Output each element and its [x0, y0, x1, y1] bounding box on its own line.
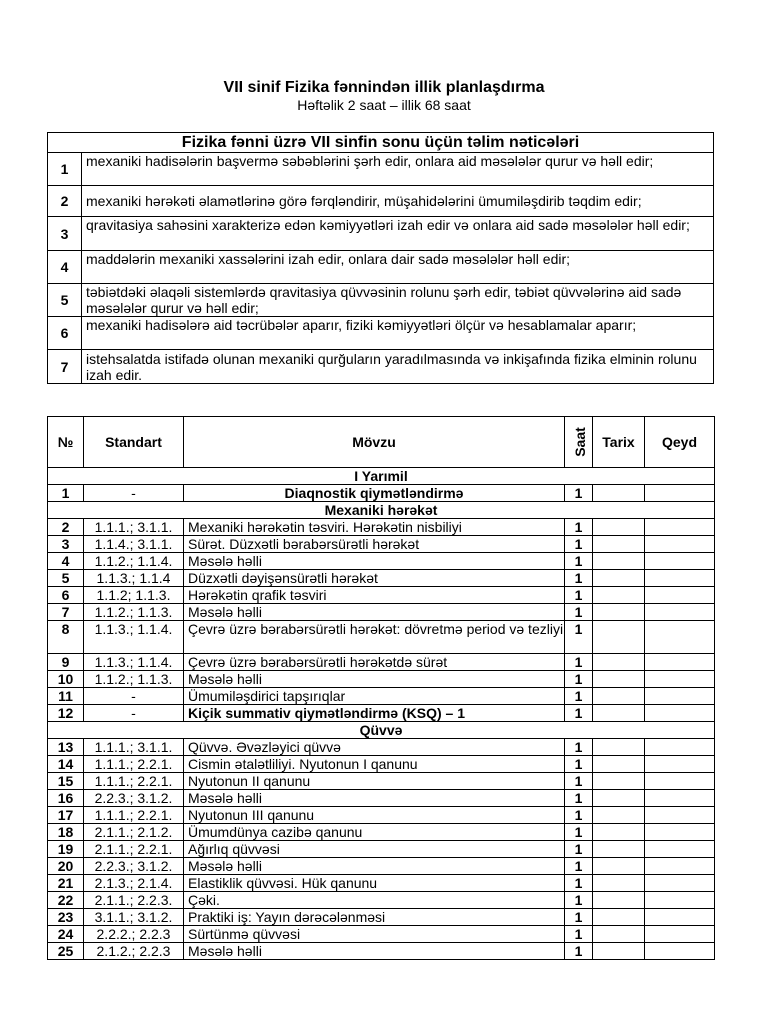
row-topic: Məsələ həlli	[184, 671, 565, 688]
table-row	[48, 807, 715, 824]
row-topic: Ümumdünya cazibə qanunu	[184, 824, 565, 841]
row-standard: 1.1.3.; 1.1.4.	[84, 654, 184, 671]
row-note	[645, 705, 715, 722]
row-date	[593, 773, 645, 790]
row-hours: 1	[565, 621, 593, 654]
header-topic: Mövzu	[184, 417, 565, 468]
row-topic: Məsələ həlli	[184, 604, 565, 621]
row-note	[645, 536, 715, 553]
outcome-text: maddələrin mexaniki xassələrini izah edir, onlara dair sadə məsələlər həll edir;	[82, 251, 714, 284]
row-hours: 1	[565, 909, 593, 926]
row-number: 8	[48, 621, 84, 654]
row-topic: Sürət. Düzxətli bərabərsürətli hərəkət	[184, 536, 565, 553]
section-heading: Qüvvə	[48, 722, 715, 739]
row-standard: 2.2.3.; 3.1.2.	[84, 858, 184, 875]
header-standard: Standart	[84, 417, 184, 468]
row-date	[593, 807, 645, 824]
table-row	[48, 604, 715, 621]
row-number: 20	[48, 858, 84, 875]
row-number: 12	[48, 705, 84, 722]
row-standard: 1.1.3.; 1.1.4.	[84, 621, 184, 654]
row-hours: 1	[565, 705, 593, 722]
row-hours: 1	[565, 570, 593, 587]
row-note	[645, 926, 715, 943]
row-number: 5	[48, 570, 84, 587]
section-heading: I Yarımil	[48, 468, 715, 485]
row-number: 16	[48, 790, 84, 807]
row-number: 2	[48, 519, 84, 536]
table-row	[48, 671, 715, 688]
row-number: 1	[48, 485, 84, 502]
row-number: 22	[48, 892, 84, 909]
outcomes-heading: Fizika fənni üzrə VII sinfin sonu üçün təlim nəticələri	[48, 133, 714, 153]
outcome-number: 5	[48, 284, 82, 317]
row-date	[593, 604, 645, 621]
row-number: 17	[48, 807, 84, 824]
table-row	[48, 892, 715, 909]
table-row	[48, 773, 715, 790]
row-hours: 1	[565, 756, 593, 773]
row-date	[593, 824, 645, 841]
row-date	[593, 654, 645, 671]
table-row	[48, 688, 715, 705]
header-number: №	[48, 417, 84, 468]
row-date	[593, 587, 645, 604]
row-topic: Məsələ həlli	[184, 553, 565, 570]
row-number: 3	[48, 536, 84, 553]
outcome-number: 4	[48, 251, 82, 284]
table-row	[48, 824, 715, 841]
row-date	[593, 858, 645, 875]
row-hours: 1	[565, 587, 593, 604]
row-hours: 1	[565, 858, 593, 875]
row-note	[645, 841, 715, 858]
table-row	[48, 790, 715, 807]
row-date	[593, 909, 645, 926]
row-standard: 1.1.2.; 1.1.4.	[84, 553, 184, 570]
row-number: 21	[48, 875, 84, 892]
row-note	[645, 688, 715, 705]
row-number: 14	[48, 756, 84, 773]
learning-outcomes-table	[47, 132, 714, 384]
table-row	[48, 909, 715, 926]
row-standard: 1.1.1.; 3.1.1.	[84, 519, 184, 536]
row-standard: -	[84, 705, 184, 722]
row-topic: Qüvvə. Əvəzləyici qüvvə	[184, 739, 565, 756]
row-topic: Elastiklik qüvvəsi. Hük qanunu	[184, 875, 565, 892]
row-standard: 2.2.2.; 2.2.3	[84, 926, 184, 943]
row-standard: 1.1.1.; 2.2.1.	[84, 807, 184, 824]
row-note	[645, 773, 715, 790]
header-hours: Saat	[565, 417, 593, 468]
row-number: 15	[48, 773, 84, 790]
outcome-text: təbiətdəki əlaqəli sistemlərdə qravitasiya qüvvəsinin rolunu şərh edir, təbiət qüvvələrinə aid sadə məsələlər qurur və həll edir;	[82, 284, 714, 317]
outcome-number: 6	[48, 317, 82, 350]
row-number: 19	[48, 841, 84, 858]
row-number: 25	[48, 943, 84, 960]
row-number: 9	[48, 654, 84, 671]
row-date	[593, 536, 645, 553]
row-topic: Nyutonun III qanunu	[184, 807, 565, 824]
row-note	[645, 824, 715, 841]
row-note	[645, 485, 715, 502]
row-number: 24	[48, 926, 84, 943]
row-hours: 1	[565, 553, 593, 570]
row-standard: 1.1.2; 1.1.3.	[84, 587, 184, 604]
row-date	[593, 943, 645, 960]
outcome-number: 3	[48, 217, 82, 251]
row-hours: 1	[565, 807, 593, 824]
header-date: Tarix	[593, 417, 645, 468]
table-row	[48, 654, 715, 671]
row-hours: 1	[565, 654, 593, 671]
row-date	[593, 570, 645, 587]
row-topic: Kiçik summativ qiymətləndirmə (KSQ) – 1	[184, 705, 565, 722]
row-date	[593, 553, 645, 570]
row-topic: Nyutonun II qanunu	[184, 773, 565, 790]
outcome-text: qravitasiya sahəsini xarakterizə edən kəmiyyətləri izah edir və onlara aid sadə məsələlər həll edir;	[82, 217, 714, 251]
row-date	[593, 671, 645, 688]
row-standard: 1.1.3.; 1.1.4	[84, 570, 184, 587]
row-topic: Məsələ həlli	[184, 790, 565, 807]
row-number: 13	[48, 739, 84, 756]
table-row	[48, 943, 715, 960]
row-topic: Mexaniki hərəkətin təsviri. Hərəkətin nisbiliyi	[184, 519, 565, 536]
row-note	[645, 519, 715, 536]
row-standard: 2.1.1.; 2.2.1.	[84, 841, 184, 858]
row-note	[645, 671, 715, 688]
row-topic: Praktiki iş: Yayın dərəcələnməsi	[184, 909, 565, 926]
row-note	[645, 570, 715, 587]
row-standard: 1.1.1.; 2.2.1.	[84, 773, 184, 790]
row-topic: Hərəkətin qrafik təsviri	[184, 587, 565, 604]
row-note	[645, 739, 715, 756]
outcome-number: 1	[48, 153, 82, 186]
row-date	[593, 841, 645, 858]
row-standard: 3.1.1.; 3.1.2.	[84, 909, 184, 926]
row-standard: -	[84, 485, 184, 502]
row-hours: 1	[565, 739, 593, 756]
row-hours: 1	[565, 604, 593, 621]
row-number: 6	[48, 587, 84, 604]
row-number: 4	[48, 553, 84, 570]
row-hours: 1	[565, 841, 593, 858]
row-note	[645, 621, 715, 654]
row-standard: 2.2.3.; 3.1.2.	[84, 790, 184, 807]
row-note	[645, 654, 715, 671]
row-note	[645, 604, 715, 621]
table-row	[48, 705, 715, 722]
row-topic: Cismin ətalətliliyi. Nyutonun I qanunu	[184, 756, 565, 773]
outcome-text: mexaniki hadisələrin başvermə səbəblərini şərh edir, onlara aid məsələlər qurur və həll edir;	[82, 153, 714, 186]
row-date	[593, 688, 645, 705]
row-hours: 1	[565, 671, 593, 688]
outcome-text: mexaniki hərəkəti əlamətlərinə görə fərqləndirir, müşahidələrini ümumiləşdirib təqdim edir;	[82, 186, 714, 217]
table-row	[48, 570, 715, 587]
row-topic: Diaqnostik qiymətləndirmə	[184, 485, 565, 502]
row-date	[593, 519, 645, 536]
row-date	[593, 790, 645, 807]
row-note	[645, 756, 715, 773]
row-hours: 1	[565, 943, 593, 960]
table-row	[48, 553, 715, 570]
row-number: 7	[48, 604, 84, 621]
table-row	[48, 756, 715, 773]
row-number: 18	[48, 824, 84, 841]
row-hours: 1	[565, 536, 593, 553]
row-topic: Çevrə üzrə bərabərsürətli hərəkət: dövretmə period və tezliyi	[184, 621, 565, 654]
row-topic: Məsələ həlli	[184, 943, 565, 960]
table-row	[48, 841, 715, 858]
row-hours: 1	[565, 773, 593, 790]
table-row	[48, 926, 715, 943]
outcome-text: istehsalatda istifadə olunan mexaniki qurğuların yaradılmasında və inkişafında fizika elminin rolunu izah edir.	[82, 350, 714, 384]
row-topic: Çəki.	[184, 892, 565, 909]
row-hours: 1	[565, 790, 593, 807]
row-note	[645, 587, 715, 604]
document-title: VII sinif Fizika fənnindən illik planlaşdırma	[223, 79, 545, 96]
table-row	[48, 485, 715, 502]
table-row	[48, 739, 715, 756]
table-row	[48, 587, 715, 604]
row-hours: 1	[565, 824, 593, 841]
table-row	[48, 519, 715, 536]
row-date	[593, 756, 645, 773]
row-standard: 1.1.2.; 1.1.3.	[84, 604, 184, 621]
row-standard: 2.1.1.; 2.2.3.	[84, 892, 184, 909]
row-note	[645, 943, 715, 960]
outcome-number: 7	[48, 350, 82, 384]
annual-plan-table	[47, 416, 715, 960]
row-hours: 1	[565, 519, 593, 536]
row-date	[593, 926, 645, 943]
row-standard: 2.1.3.; 2.1.4.	[84, 875, 184, 892]
row-number: 11	[48, 688, 84, 705]
row-topic: Məsələ həlli	[184, 858, 565, 875]
table-row	[48, 536, 715, 553]
table-row	[48, 875, 715, 892]
row-hours: 1	[565, 485, 593, 502]
row-note	[645, 875, 715, 892]
section-heading: Mexaniki hərəkət	[48, 502, 715, 519]
outcome-text: mexaniki hadisələrə aid təcrübələr aparır, fiziki kəmiyyətləri ölçür və hesablamalar aparır;	[82, 317, 714, 350]
row-note	[645, 790, 715, 807]
row-date	[593, 485, 645, 502]
row-topic: Ağırlıq qüvvəsi	[184, 841, 565, 858]
row-number: 10	[48, 671, 84, 688]
row-note	[645, 807, 715, 824]
row-topic: Ümumiləşdirici tapşırıqlar	[184, 688, 565, 705]
row-date	[593, 705, 645, 722]
row-topic: Çevrə üzrə bərabərsürətli hərəkətdə sürət	[184, 654, 565, 671]
row-note	[645, 553, 715, 570]
row-hours: 1	[565, 926, 593, 943]
row-hours: 1	[565, 688, 593, 705]
outcome-number: 2	[48, 186, 82, 217]
row-hours: 1	[565, 875, 593, 892]
row-standard: 2.1.2.; 2.2.3	[84, 943, 184, 960]
row-date	[593, 892, 645, 909]
row-hours: 1	[565, 892, 593, 909]
row-standard: 1.1.1.; 3.1.1.	[84, 739, 184, 756]
table-row	[48, 858, 715, 875]
row-date	[593, 621, 645, 654]
row-standard: 1.1.2.; 1.1.3.	[84, 671, 184, 688]
row-standard: 1.1.4.; 3.1.1.	[84, 536, 184, 553]
header-note: Qeyd	[645, 417, 715, 468]
row-standard: -	[84, 688, 184, 705]
row-note	[645, 858, 715, 875]
row-note	[645, 909, 715, 926]
row-standard: 1.1.1.; 2.2.1.	[84, 756, 184, 773]
table-row	[48, 621, 715, 654]
row-number: 23	[48, 909, 84, 926]
document-subtitle: Həftəlik 2 saat – illik 68 saat	[297, 97, 471, 113]
row-note	[645, 892, 715, 909]
row-standard: 2.1.1.; 2.1.2.	[84, 824, 184, 841]
row-topic: Sürtünmə qüvvəsi	[184, 926, 565, 943]
row-date	[593, 739, 645, 756]
row-date	[593, 875, 645, 892]
row-topic: Düzxətli dəyişənsürətli hərəkət	[184, 570, 565, 587]
